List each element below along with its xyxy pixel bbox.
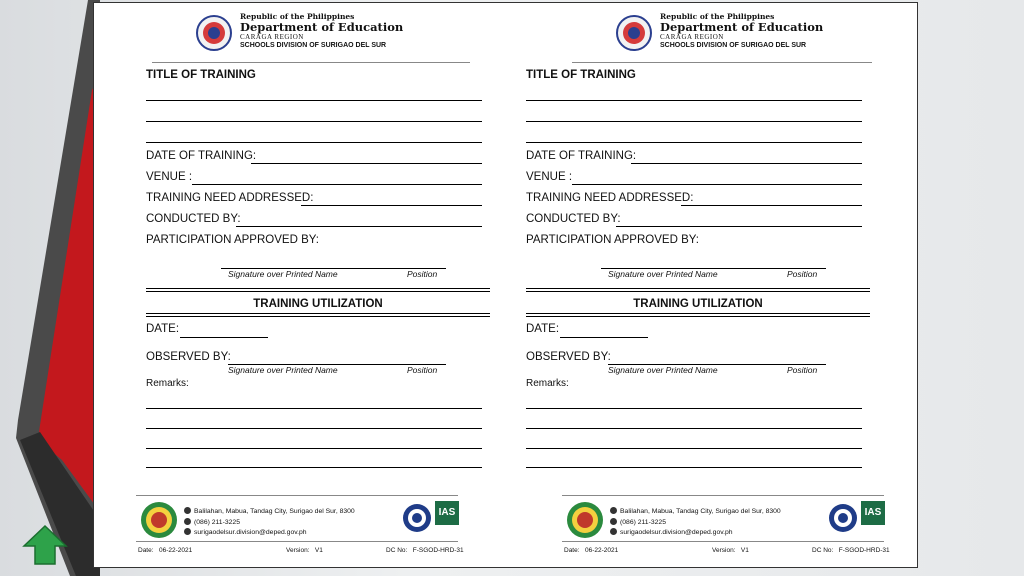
region-text: CARAGA REGION [240,32,304,41]
iso-cert-logo-icon [402,503,432,533]
approved-label: PARTICIPATION APPROVED BY: [526,234,699,246]
version-meta-label: Version: [286,547,310,554]
form-footer [136,495,464,561]
version-meta-value: V1 [314,547,323,554]
email-text: surigaodelsur.division@deped.gov.ph [620,529,733,537]
date-meta [138,547,192,554]
title-line-2[interactable] [146,121,482,122]
signature-caption: Signature over Printed Name [228,365,338,375]
phone-text: (086) 211-3225 [620,518,666,526]
dcno-meta [812,547,890,554]
dcno-meta-label: DC No: [812,547,834,554]
section-divider-bottom [526,313,870,317]
version-meta [286,547,323,554]
dcno-meta-value: F-SGOD-HRD-31 [412,547,464,554]
dcno-meta-value: F-SGOD-HRD-31 [838,547,890,554]
venue-label: VENUE : [526,171,573,183]
decorative-stripes [0,0,100,576]
version-meta [712,547,749,554]
contact-info [184,507,355,539]
remarks-label: Remarks: [526,378,569,389]
division-logo-icon [566,501,604,539]
signature-caption: Signature over Printed Name [228,269,338,279]
letterhead [196,13,466,63]
date-meta-label: Date: [138,547,154,554]
conducted-label: CONDUCTED BY: [146,213,241,225]
remarks-line-2[interactable] [146,428,482,429]
venue-label: VENUE : [146,171,193,183]
remarks-line-1[interactable] [146,408,482,409]
email-text: surigaodelsur.division@deped.gov.ph [194,529,307,537]
phone-text: (086) 211-3225 [194,518,240,526]
up-arrow-icon[interactable] [22,524,68,566]
division-text: SCHOOLS DIVISION OF SURIGAO DEL SUR [240,41,387,49]
util-date-label: DATE: [146,323,180,335]
form-sheet [93,2,918,568]
position-caption: Position [407,269,438,279]
department-text: Department of Education [240,20,404,35]
deped-seal-icon [616,15,652,51]
ias-badge: IAS [861,501,885,525]
remarks-line-3[interactable] [146,448,482,449]
date-field[interactable] [631,163,862,164]
footer-divider-bottom [136,541,458,542]
title-label: TITLE OF TRAINING [526,69,636,81]
date-meta [564,547,618,554]
section-divider-top [146,288,490,292]
phone-icon [184,518,191,525]
section-divider-bottom [146,313,490,317]
conducted-field[interactable] [236,226,482,227]
date-meta-value: 06-22-2021 [584,547,619,554]
dcno-meta [386,547,464,554]
republic-text: Republic of the Philippines [660,12,775,21]
republic-text: Republic of the Philippines [240,12,355,21]
date-meta-value: 06-22-2021 [158,547,193,554]
approved-label: PARTICIPATION APPROVED BY: [146,234,319,246]
position-caption: Position [787,269,818,279]
remarks-line-2[interactable] [526,428,862,429]
utilization-title: TRAINING UTILIZATION [253,298,383,310]
signature-caption: Signature over Printed Name [608,269,718,279]
utilization-title: TRAINING UTILIZATION [633,298,763,310]
address-text: Balilahan, Mabua, Tandag City, Surigao del Sur, 8300 [194,508,355,515]
remarks-line-1[interactable] [526,408,862,409]
position-caption: Position [407,365,438,375]
form-left [104,3,464,569]
title-label: TITLE OF TRAINING [146,69,256,81]
header-divider [152,62,470,63]
venue-field[interactable] [192,184,482,185]
need-field[interactable] [301,205,482,206]
dcno-meta-label: DC No: [386,547,408,554]
observed-label: OBSERVED BY: [526,351,611,363]
contact-info [610,507,781,539]
division-text: SCHOOLS DIVISION OF SURIGAO DEL SUR [660,41,807,49]
ias-badge: IAS [435,501,459,525]
address-text: Balilahan, Mabua, Tandag City, Surigao del Sur, 8300 [620,508,781,515]
title-line-3[interactable] [526,142,862,143]
conducted-field[interactable] [616,226,862,227]
title-line-1[interactable] [526,100,862,101]
venue-field[interactable] [572,184,862,185]
observed-label: OBSERVED BY: [146,351,231,363]
remarks-label: Remarks: [146,378,189,389]
email-icon [184,528,191,535]
util-date-field[interactable] [180,337,268,338]
util-date-field[interactable] [560,337,648,338]
version-meta-label: Version: [712,547,736,554]
footer-divider-top [136,495,458,496]
date-label: DATE OF TRAINING: [526,150,637,162]
department-text: Department of Education [660,20,824,35]
need-label: TRAINING NEED ADDRESSED: [526,192,694,204]
deped-seal-icon [196,15,232,51]
need-label: TRAINING NEED ADDRESSED: [146,192,314,204]
date-field[interactable] [251,163,482,164]
letterhead [616,13,886,63]
title-line-1[interactable] [146,100,482,101]
email-icon [610,528,617,535]
remarks-line-4[interactable] [146,467,482,468]
title-line-2[interactable] [526,121,862,122]
form-right [484,3,890,569]
remarks-line-4[interactable] [526,467,862,468]
section-divider-top [526,288,870,292]
signature-caption: Signature over Printed Name [608,365,718,375]
date-label: DATE OF TRAINING: [146,150,257,162]
remarks-line-3[interactable] [526,448,862,449]
phone-icon [610,518,617,525]
util-date-label: DATE: [526,323,560,335]
footer-divider-bottom [562,541,884,542]
location-icon [184,507,191,514]
division-logo-icon [140,501,178,539]
form-footer [562,495,890,561]
header-divider [572,62,872,63]
version-meta-value: V1 [740,547,749,554]
date-meta-label: Date: [564,547,580,554]
position-caption: Position [787,365,818,375]
conducted-label: CONDUCTED BY: [526,213,621,225]
location-icon [610,507,617,514]
footer-divider-top [562,495,884,496]
region-text: CARAGA REGION [660,32,724,41]
title-line-3[interactable] [146,142,482,143]
need-field[interactable] [681,205,862,206]
iso-cert-logo-icon [828,503,858,533]
